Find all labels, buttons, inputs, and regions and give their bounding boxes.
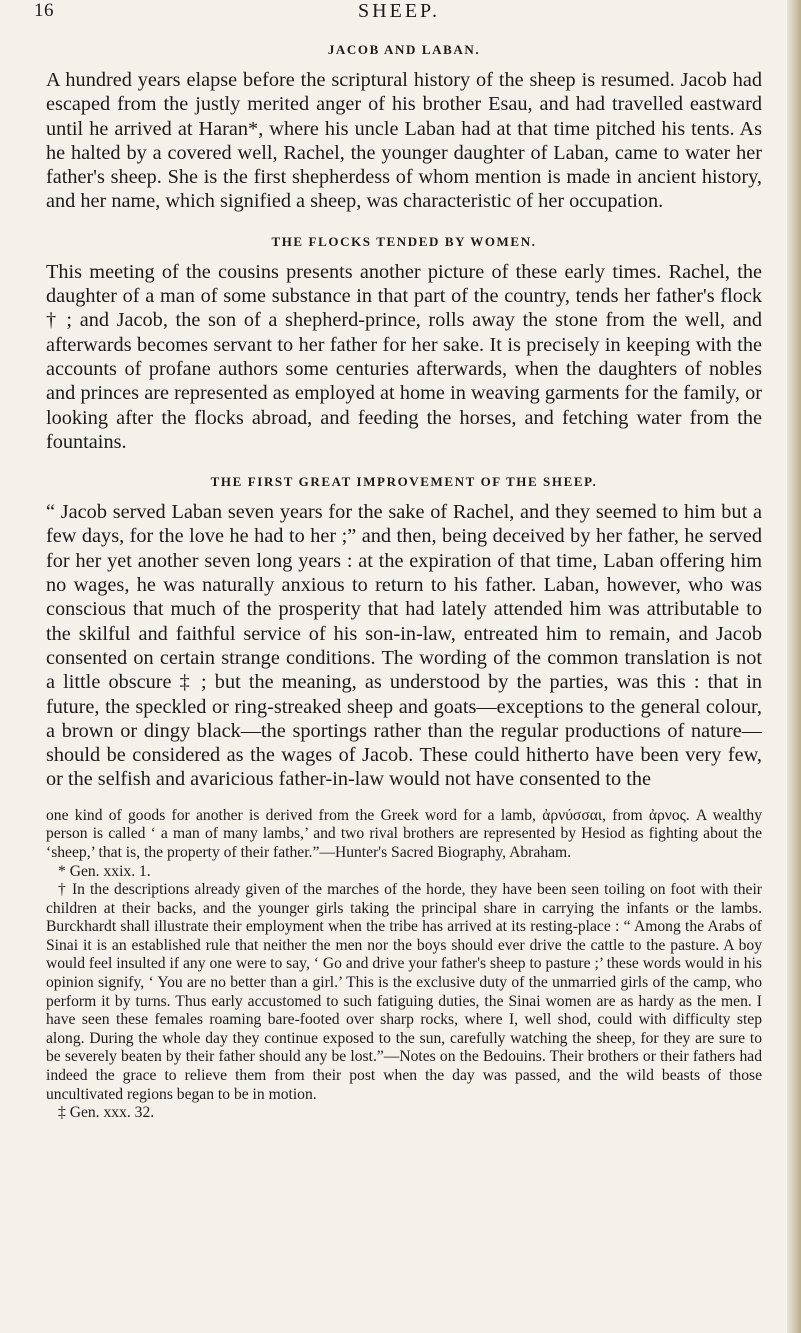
paragraph-first-great-improvement: “ Jacob served Laban seven years for the sake of Rachel, and they seemed to him but a few days, for the love he had to her ;” and then, being deceived by her father, he served for her yet another seven long years : at the expiration of that time, Laban offering him no wages, he was naturally anxious to return to his father. Laban, however, who was conscious that much of the prosperity that had lately attended him was attributable to the skilful and faithful service of his son-in-law, entreated him to remain, and Jacob consented on certain strange conditions. The wording of the common translation is not a little obscure ‡ ; but the meaning, as understood by the parties, was this : that in future, the speckled or ring-streaked sheep and goats—exceptions to the general colour, a brown or dingy black—the sportings rather than the regular productions of nature—should be considered as the wages of Jacob. These could hitherto have been very few, or the selfish and avaricious father-in-law would not have consented to the bbox=[46, 501, 762, 791]
footnotes bbox=[46, 807, 762, 1123]
footnote-star: * Gen. xxix. 1. bbox=[58, 862, 151, 880]
footnote-continuation: one kind of goods for another is derived from the Greek word for a lamb, ἀρνύσσαι, from ἀρνος. A wealthy person is called ‘ a man of many lambs,’ and two rival brothers are represented by Hesiod as fighting about the ‘sheep,’ that is, the property of their father.”—Hunter's Sacred Biography, Abraham. bbox=[46, 806, 762, 861]
paragraph-flocks-tended-by-women: This meeting of the cousins presents another picture of these early times. Rachel, the daughter of a man of some substance in that part of the country, tends her father's flock † ; and Jacob, the son of a shepherd-prince, rolls away the stone from the well, and afterwards becomes servant to her father for her sake. It is precisely in keeping with the accounts of profane authors some centuries afterwards, when the daughters of nobles and princes are represented as employed at home in weaving garments for the family, or looking after the flocks abroad, and feeding the horses, and fetching water from the fountains. bbox=[46, 260, 762, 453]
section-heading-jacob-and-laban: JACOB AND LABAN. bbox=[327, 42, 481, 57]
main-text bbox=[46, 40, 762, 1123]
running-header bbox=[34, 0, 764, 26]
section-heading-flocks-tended-by-women: THE FLOCKS TENDED BY WOMEN. bbox=[271, 233, 537, 249]
page-edge-shadow bbox=[787, 0, 801, 1333]
footnote-dagger: † In the descriptions already given of the marches of the horde, they have been seen toiling on foot with their children at their backs, and the younger girls taking the principal share in carrying the infants or the lambs. Burckhardt shall illustrate their employment when the tribe has arrived at its resting-place : “ Among the Arabs of Sinai it is an established rule that neither the men nor the boys should ever drive the cattle to the pasture. A boy would feel insulted if any one were to say, ‘ Go and drive your father's sheep to pasture ;’ these words would in his opinion signify, ‘ You are no better than a girl.’ This is the exclusive duty of the unmarried girls of the camp, who perform it by turns. Thus early accustomed to such fatiguing duties, the Sinai women are as hardy as the men. I have seen these females roaming bare-footed over sharp rocks, where I, well shod, could with difficulty step along. During the whole day they continue exposed to the sun, carefully watching the sheep, for they are sure to be severely beaten by their father should any be lost.”—Notes on the Bedouins. Their brothers or their fathers had indeed the grace to relieve them from their post when the day was passed, and the wild beasts of those uncultivated regions began to be in motion. bbox=[46, 881, 762, 1103]
page-number: 16 bbox=[34, 0, 54, 21]
running-title: SHEEP. bbox=[358, 0, 440, 22]
footnote-double-dagger: ‡ Gen. xxx. 32. bbox=[58, 1104, 155, 1122]
section-heading-first-great-improvement: THE FIRST GREAT IMPROVEMENT OF THE SHEEP. bbox=[210, 474, 598, 490]
paragraph-jacob-and-laban: A hundred years elapse before the scriptural history of the sheep is resumed. Jacob had escaped from the justly merited anger of his brother Esau, and had travelled eastward until he arrived at Haran*, where his uncle Laban had at that time pitched his tents. As he halted by a covered well, Rachel, the younger daughter of Laban, came to water her father's sheep. She is the first shepherdess of whom mention is made in ancient history, and her name, which signified a sheep, was characteristic of her occupation. bbox=[46, 69, 762, 213]
